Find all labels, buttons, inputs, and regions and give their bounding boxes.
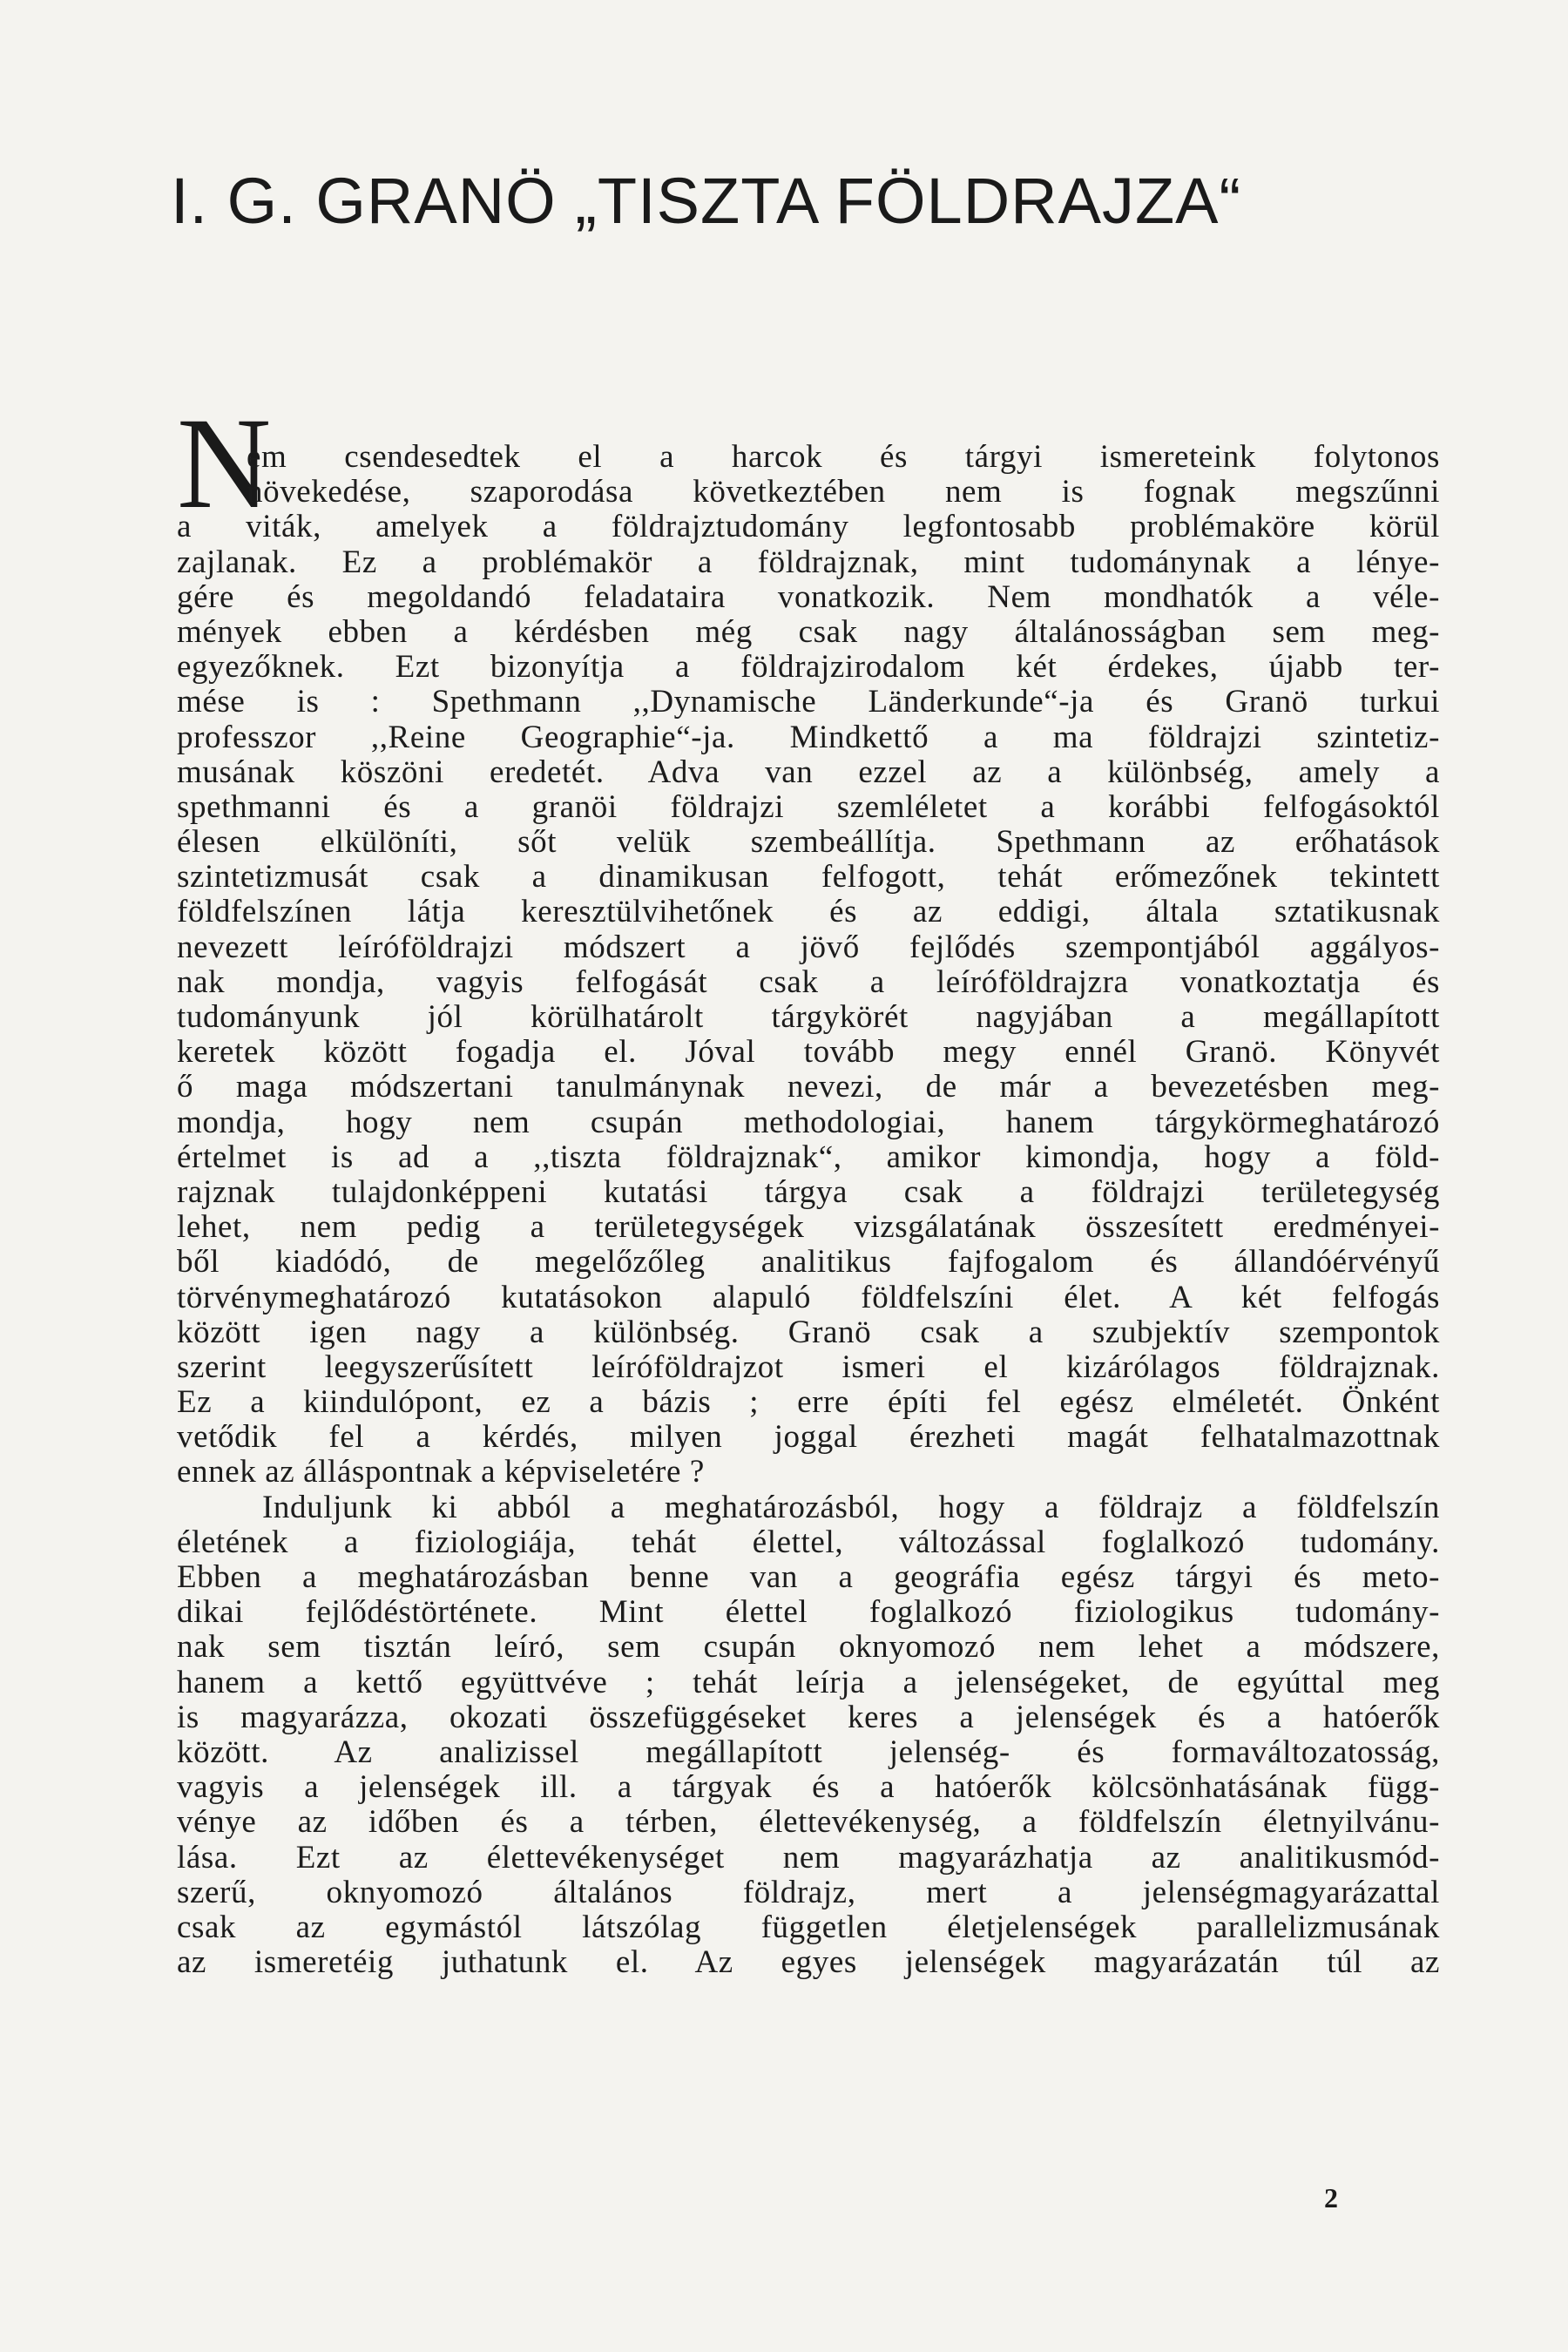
- text-line: zajlanak. Ez a problémakör a földrajznak, mint tudománynak a lénye-: [177, 544, 1440, 580]
- text-line: nevezett leíróföldrajzi módszert a jövő fejlődés szempontjából aggályos-: [177, 929, 1440, 965]
- text-line: spethmanni és a granöi földrajzi szemléletet a korábbi felfogásoktól: [177, 788, 1440, 825]
- text-line: életének a fiziologiája, tehát élettel, változással foglalkozó tudomány.: [177, 1524, 1440, 1560]
- text-line: musának köszöni eredetét. Adva van ezzel az a különbség, amely a: [177, 754, 1440, 790]
- text-line: szintetizmusát csak a dinamikusan felfogott, tehát erőmezőnek tekintett: [177, 859, 1440, 896]
- text-line: keretek között fogadja el. Jóval tovább megy ennél Granö. Könyvét: [177, 1034, 1440, 1071]
- text-line: lehet, nem pedig a területegységek vizsgálatának összesített eredményei-: [177, 1209, 1440, 1246]
- text-line: em csendesedtek el a harcok és tárgyi ismereteink folytonos: [247, 439, 1440, 475]
- text-line: vénye az időben és a térben, élettevékenység, a földfelszín életnyilvánu-: [177, 1804, 1440, 1841]
- text-line: az ismeretéig juthatunk el. Az egyes jelenségek magyarázatán túl az: [177, 1944, 1440, 1981]
- text-line: Ebben a meghatározásban benne van a geográfia egész tárgyi és meto-: [177, 1559, 1440, 1595]
- text-line: csak az egymástól látszólag független életjelenségek parallelizmusának: [177, 1909, 1440, 1945]
- text-line: között. Az analizissel megállapított jelenség- és formaváltozatosság,: [177, 1734, 1440, 1770]
- article-title: I. G. GRANÖ „TISZTA FÖLDRAJZA“: [171, 165, 1242, 237]
- text-line: törvénymeghatározó kutatásokon alapuló földfelszíni élet. A két felfogás: [177, 1279, 1440, 1315]
- text-line: dikai fejlődéstörténete. Mint élettel foglalkozó fiziologikus tudomány-: [177, 1594, 1440, 1631]
- text-line: ő maga módszertani tanulmánynak nevezi, de már a bevezetésben meg-: [177, 1069, 1440, 1105]
- text-line: szerint leegyszerűsített leíróföldrajzot ismeri el kizárólagos földrajznak.: [177, 1348, 1440, 1385]
- text-line: mése is : Spethmann ,,Dynamische Länderkunde“-ja és Granö turkui: [177, 684, 1440, 720]
- text-line: földfelszínen látja keresztülvihetőnek és az eddigi, általa sztatikusnak: [177, 894, 1440, 930]
- text-line: Ez a kiindulópont, ez a bázis ; erre építi fel egész elméletét. Önként: [177, 1384, 1440, 1421]
- text-line: mondja, hogy nem csupán methodologiai, hanem tárgykörmeghatározó: [177, 1104, 1440, 1140]
- text-line: nak sem tisztán leíró, sem csupán oknyomozó nem lehet a módszere,: [177, 1629, 1440, 1666]
- article-body: [177, 440, 1440, 1980]
- text-line: vetődik fel a kérdés, milyen joggal érezheti magát felhatalmazottnak: [177, 1419, 1440, 1456]
- text-line: élesen elkülöníti, sőt velük szembeállítja. Spethmann az erőhatások: [177, 824, 1440, 861]
- text-line: mények ebben a kérdésben még csak nagy általánosságban sem meg-: [177, 613, 1440, 650]
- drop-cap: N: [177, 391, 272, 536]
- text-line: ből kiadódó, de megelőzőleg analitikus fajfogalom és állandóérvényű: [177, 1244, 1440, 1281]
- text-line: között igen nagy a különbség. Granö csak a szubjektív szempontok: [177, 1314, 1440, 1350]
- text-line: ennek az álláspontnak a képviseletére ?: [177, 1454, 705, 1490]
- text-line: tudományunk jól körülhatárolt tárgykörét nagyjában a megállapított: [177, 999, 1440, 1035]
- text-line: vagyis a jelenségek ill. a tárgyak és a hatóerők kölcsönhatásának függ-: [177, 1769, 1440, 1806]
- text-line: a viták, amelyek a földrajztudomány legfontosabb problémaköre körül: [177, 509, 1440, 545]
- text-line: lása. Ezt az élettevékenységet nem magyarázhatja az analitikusmód-: [177, 1839, 1440, 1876]
- text-line: is magyarázza, okozati összefüggéseket keres a jelenségek és a hatóerők: [177, 1699, 1440, 1735]
- text-line: növekedése, szaporodása következtében nem is fognak megszűnni: [247, 474, 1440, 510]
- text-line: professzor ,,Reine Geographie“-ja. Mindkettő a ma földrajzi szintetiz-: [177, 719, 1440, 755]
- text-line: nak mondja, vagyis felfogását csak a leíróföldrajzra vonatkoztatja és: [177, 963, 1440, 1000]
- text-line: szerű, oknyomozó általános földrajz, mert a jelenségmagyarázattal: [177, 1874, 1440, 1910]
- text-line: egyezőknek. Ezt bizonyítja a földrajzirodalom két érdekes, újabb ter-: [177, 649, 1440, 686]
- page-number: 2: [1324, 2182, 1338, 2213]
- text-line: gére és megoldandó feladataira vonatkozik. Nem mondhatók a véle-: [177, 578, 1440, 615]
- text-line: hanem a kettő együttvéve ; tehát leírja a jelenségeket, de egyúttal meg: [177, 1664, 1440, 1700]
- text-line: Induljunk ki abból a meghatározásból, hogy a földrajz a földfelszín: [262, 1489, 1440, 1525]
- text-line: rajznak tulajdonképpeni kutatási tárgya csak a földrajzi területegység: [177, 1173, 1440, 1210]
- text-line: értelmet is ad a ,,tiszta földrajznak“, amikor kimondja, hogy a föld-: [177, 1139, 1440, 1175]
